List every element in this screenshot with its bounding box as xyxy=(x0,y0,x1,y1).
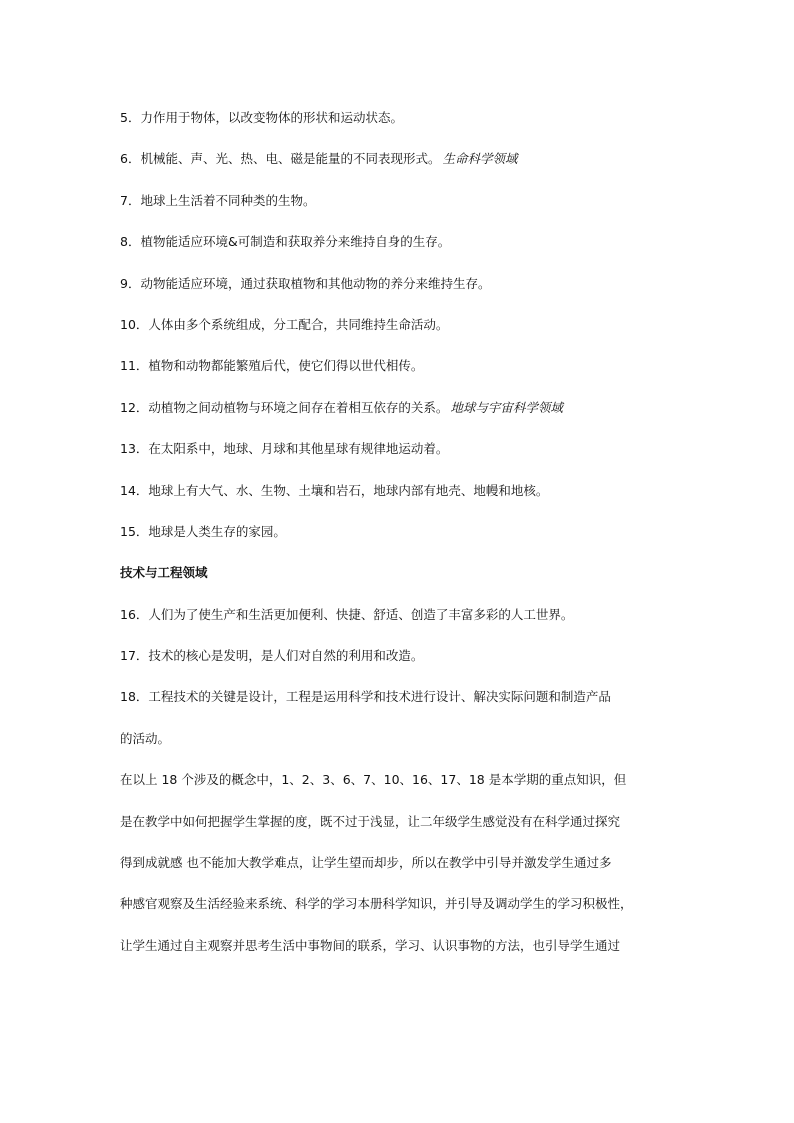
item-text: 7．地球上生活着不同种类的生物。 xyxy=(120,192,316,208)
document-body xyxy=(120,106,680,975)
section-tag-life-science: 生命科学领域 xyxy=(442,151,518,167)
section-heading: 技术与工程领域 xyxy=(120,565,208,581)
list-item-18-continued: 的活动。 xyxy=(120,730,171,746)
list-item-17: 17．技术的核心是发明，是人们对自然的利用和改造。 xyxy=(120,648,424,664)
list-item-11 xyxy=(120,354,680,395)
item-text: 10．人体由多个系统组成，分工配合，共同维持生命活动。 xyxy=(120,316,449,332)
item-text: 12．动植物之间动植物与环境之间存在着相互依存的关系。 xyxy=(120,399,449,415)
item-text: 6．机械能、声、光、热、电、磁是能量的不同表现形式。 xyxy=(120,151,441,167)
item-text: 14．地球上有大气、水、生物、土壤和岩石，地球内部有地壳、地幔和地核。 xyxy=(120,482,549,498)
list-item-5 xyxy=(120,106,680,147)
list-item-10 xyxy=(120,313,680,354)
item-text: 15．地球是人类生存的家园。 xyxy=(120,523,286,539)
paragraph-line-5: 让学生通过自主观察并思考生活中事物间的联系，学习、认识事物的方法，也引导学生通过 xyxy=(120,937,621,953)
paragraph-line-1: 在以上 18 个涉及的概念中，1、2、3、6、7、10、16、17、18 是本学期的重点知识，但 xyxy=(120,772,627,788)
item-text: 5．力作用于物体，以改变物体的形状和运动状态。 xyxy=(120,110,403,125)
list-item-14 xyxy=(120,479,680,520)
list-item-8 xyxy=(120,230,680,271)
list-item-15 xyxy=(120,520,680,561)
item-text: 11．植物和动物都能繁殖后代，使它们得以世代相传。 xyxy=(120,358,424,374)
item-text: 8．植物能适应环境&可制造和获取养分来维持自身的生存。 xyxy=(120,234,451,250)
section-tag-earth-space-science: 地球与宇宙科学领域 xyxy=(450,399,563,415)
paragraph-line-2: 是在教学中如何把握学生掌握的度，既不过于浅显，让二年级学生感觉没有在科学通过探究 xyxy=(120,813,621,829)
paragraph-line-3: 得到成就感 也不能加大教学难点，让学生望而却步，所以在教学中引导并激发学生通过多 xyxy=(120,855,612,871)
list-item-16: 16．人们为了使生产和生活更加便利、快捷、舒适、创造了丰富多彩的人工世界。 xyxy=(120,606,574,622)
list-item-12 xyxy=(120,396,680,437)
list-item-7 xyxy=(120,189,680,230)
list-item-13 xyxy=(120,437,680,478)
paragraph-line-4: 种感官观察及生活经验来系统、科学的学习本册科学知识，并引导及调动学生的学习积极性， xyxy=(120,896,633,912)
item-text: 13．在太阳系中，地球、月球和其他星球有规律地运动着。 xyxy=(120,441,449,457)
list-item-6 xyxy=(120,147,680,188)
list-item-9 xyxy=(120,272,680,313)
list-item-18: 18．工程技术的关键是设计，工程是运用科学和技术进行设计、解决实际问题和制造产品 xyxy=(120,689,611,705)
item-text: 9．动物能适应环境，通过获取植物和其他动物的养分来维持生存。 xyxy=(120,275,491,291)
